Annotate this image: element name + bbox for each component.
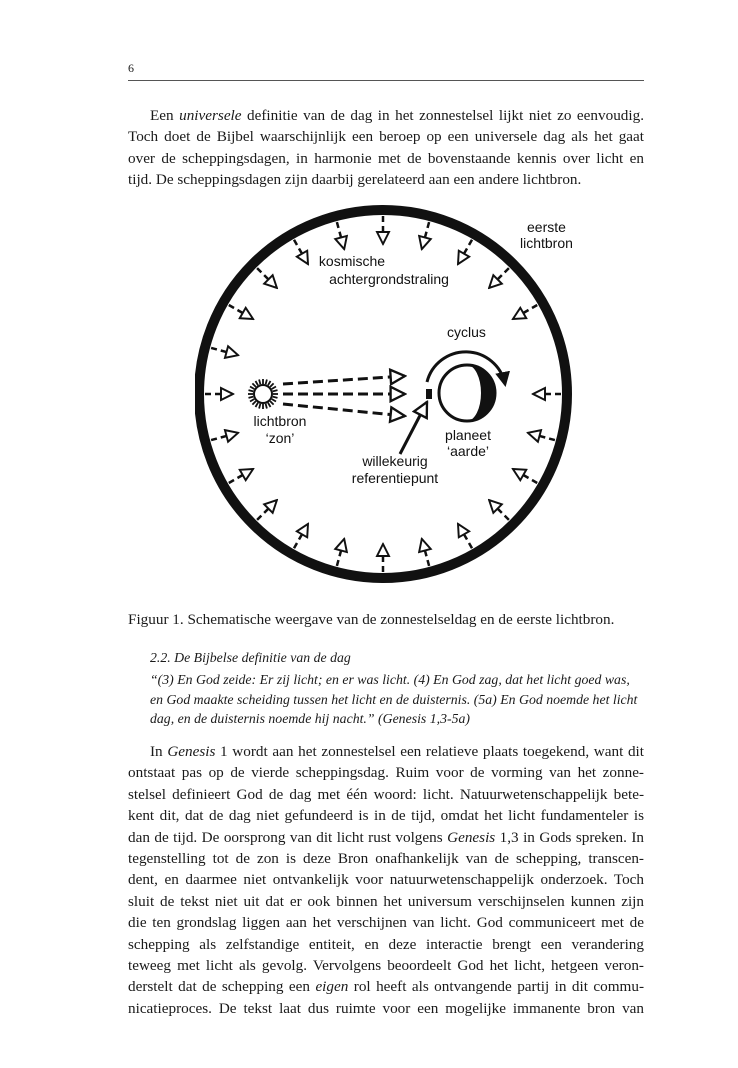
- sun-ray: [266, 380, 267, 385]
- light-ray-upper: [283, 376, 405, 384]
- inward-arrow: [422, 539, 429, 566]
- page-number: 6: [128, 61, 134, 75]
- inward-arrow: [294, 240, 308, 264]
- body-line: teweeg met licht als gevolg. Vervolgens beoordeelt God het licht, hetgeen veron-: [128, 956, 644, 974]
- inward-arrow: [294, 524, 308, 548]
- inward-arrow: [229, 305, 253, 319]
- label-planeet: planeet: [445, 427, 491, 443]
- label-aarde: ‘aarde’: [446, 443, 490, 459]
- sun-ray: [250, 399, 254, 402]
- sun-ray: [256, 381, 259, 385]
- body-line: ontstaat pas op de vierde scheppingsdag. Ruim voor de vorming van het zonne-: [128, 764, 644, 782]
- body-line: sluit de tekst niet uit dat er ook binnen het universum verschijnselen kunnen zijn: [128, 892, 644, 910]
- body-line: stelsel definieert God de dag met één woord: licht. Natuurwetenschappelijk bete-: [128, 785, 644, 803]
- sun-ray: [273, 390, 278, 391]
- label-referentiepunt: referentiepunt: [351, 470, 439, 486]
- inward-arrow: [489, 500, 509, 520]
- inward-arrow: [422, 222, 429, 249]
- body-line: dan de tijd. De oorsprong van dit licht rust volgens Genesis 1,3 in Gods spreken. In: [128, 828, 644, 846]
- body-paragraph: [128, 741, 644, 1019]
- label-achtergrondstraling: achtergrondstraling: [329, 271, 449, 287]
- label-cyclus: cyclus: [447, 324, 486, 340]
- sun-ray: [273, 397, 278, 398]
- body-line: schepping als zelfstandige entiteit, en deze interactie brengt een verandering: [128, 935, 644, 953]
- body-line: nicatieproces. De tekst laat dus ruimte voor een mogelijke immanente bron van: [128, 999, 644, 1017]
- inward-arrow: [257, 268, 277, 288]
- sun-ray: [252, 401, 256, 405]
- intro-line: tijd. De scheppingsdagen zijn daarbij gerelateerd aan een andere lichtbron.: [128, 171, 582, 189]
- body-line: derstelt dat de schepping een eigen rol heeft als ontvangende partij in dit commu-: [128, 978, 644, 996]
- sun-ray: [250, 387, 254, 390]
- reference-point-marker: [426, 389, 432, 399]
- sun-ray: [270, 401, 274, 405]
- sun-ray: [259, 404, 260, 409]
- inward-arrow: [211, 433, 238, 440]
- sun-ray: [256, 403, 259, 407]
- inward-arrow: [211, 348, 238, 355]
- inward-arrow: [337, 539, 344, 566]
- label-lichtbron-zon-2: ‘zon’: [265, 430, 295, 446]
- intro-paragraph: [128, 105, 644, 191]
- label-willekeurig: willekeurig: [362, 453, 428, 469]
- body-line: kent dit, dat de dag niet gefundeerd is in de tijd, omdat het licht fundamenteler is: [128, 807, 644, 825]
- quote-line: dag, en de duisternis noemde hij nacht.” (Genesis 1,3-5a): [150, 711, 470, 726]
- inward-arrow: [458, 524, 472, 548]
- inward-arrow: [489, 268, 509, 288]
- label-kosmische: kosmische: [318, 253, 386, 269]
- inward-arrow: [257, 500, 277, 520]
- body-line: die ten grondslag liggen aan het verschijnen van licht. God communiceert met de: [128, 914, 644, 932]
- sun-ray: [259, 380, 260, 385]
- header-rule: [128, 80, 644, 81]
- genesis-quote: [150, 670, 638, 729]
- label-eerste: eerste: [527, 219, 566, 235]
- inward-arrow: [513, 469, 537, 483]
- figure-diagram: [195, 204, 595, 604]
- sun-ray: [249, 397, 254, 398]
- sun-ray: [268, 381, 271, 385]
- inward-arrow: [458, 240, 472, 264]
- label-lichtbron-zon-1: lichtbron: [253, 413, 307, 429]
- inward-arrow: [528, 433, 555, 440]
- inward-arrow: [229, 469, 253, 483]
- sun-ray: [266, 404, 267, 409]
- sun-core: [254, 385, 272, 403]
- sun-ray: [272, 399, 276, 402]
- figure-caption: Figuur 1. Schematische weergave van de zonnestelseldag en de eerste lichtbron.: [128, 611, 615, 628]
- label-lichtbron-eerste: lichtbron: [520, 235, 573, 251]
- sun-ray: [249, 390, 254, 391]
- sun-ray: [252, 383, 256, 387]
- sun-ray: [270, 383, 274, 387]
- quote-line: en God maakte scheiding tussen het licht en de duisternis. (5a) En God noemde het licht: [150, 691, 638, 707]
- sun-ray: [272, 387, 276, 390]
- inward-arrow: [337, 222, 344, 249]
- inward-arrow: [513, 305, 537, 319]
- section-title: 2.2. De Bijbelse definitie van de dag: [150, 650, 351, 665]
- body-line: dent, en daarmee niet ontvankelijk voor natuurwetenschappelijk onderzoek. Toch: [128, 871, 644, 889]
- intro-line: Toch doet de Bijbel waarschijnlijk een beroep op een universele dag als het gaat: [128, 128, 644, 146]
- quote-line: “(3) En God zeide: Er zij licht; en er was licht. (4) En God zag, dat het licht goed was,: [150, 672, 630, 687]
- reference-pointer: [400, 402, 427, 454]
- sun-ray: [268, 403, 271, 407]
- body-line: tegenstelling tot de zon is deze Bron onafhankelijk van de schepping, transcen-: [128, 849, 644, 867]
- intro-line: over de scheppingsdagen, in harmonie met de bovenstaande kennis over licht en: [128, 149, 644, 167]
- intro-line: Een universele definitie van de dag in het zonnestelsel lijkt niet zo eenvoudig.: [150, 107, 644, 124]
- body-line: In Genesis 1 wordt aan het zonnestelsel een relatieve plaats toegekend, want dit: [150, 743, 644, 760]
